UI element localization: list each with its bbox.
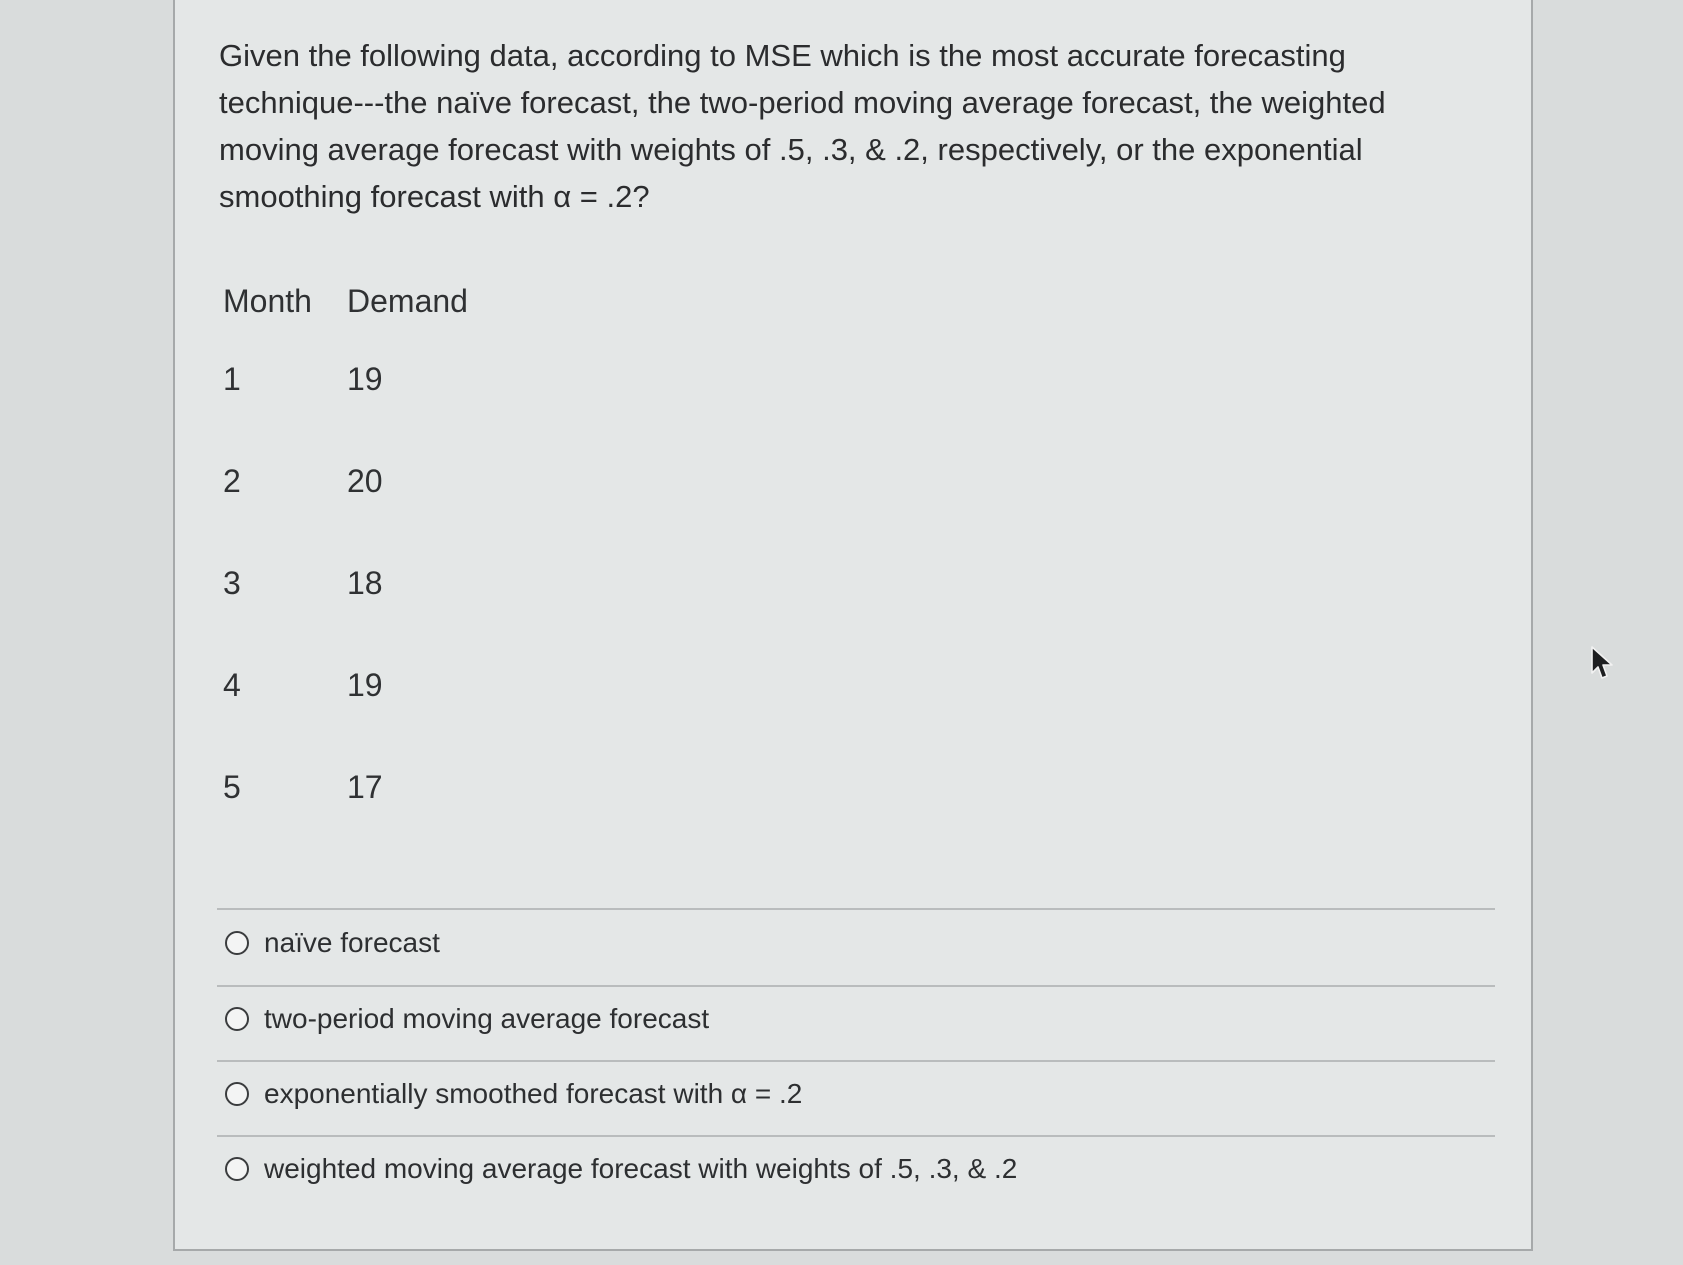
option-weighted-moving-average[interactable] xyxy=(225,1149,1017,1189)
table-row xyxy=(223,532,547,634)
option-label[interactable]: exponentially smoothed forecast with α = .2 xyxy=(264,1078,803,1109)
table-row xyxy=(223,430,547,532)
mouse-pointer-icon xyxy=(1590,645,1616,681)
month-cell: 3 xyxy=(223,564,241,601)
option-label[interactable]: naïve forecast xyxy=(264,927,440,958)
option-naive-forecast[interactable] xyxy=(225,923,440,963)
demand-cell: 19 xyxy=(347,360,383,397)
option-two-period-moving-average[interactable] xyxy=(225,999,709,1039)
demand-cell: 20 xyxy=(347,462,383,499)
table-row xyxy=(223,328,547,430)
table-row xyxy=(223,634,547,736)
demand-cell: 17 xyxy=(347,768,383,805)
option-label[interactable]: weighted moving average forecast with weights of .5, .3, & .2 xyxy=(264,1153,1018,1184)
question-text: Given the following data, according to MSE which is the most accurate forecasting technique---the naïve forecast, the two-period moving average forecast, the weighted moving average forecast with weights of .5, .3, & .2, respectively, or the exponential smoothing forecast with α = .2? xyxy=(219,38,1386,214)
demand-cell: 19 xyxy=(347,666,383,703)
question-card xyxy=(173,0,1533,1251)
column-header-demand: Demand xyxy=(347,282,468,319)
option-label[interactable]: two-period moving average forecast xyxy=(264,1003,710,1034)
option-divider xyxy=(217,985,1495,987)
month-cell: 2 xyxy=(223,462,241,499)
column-header-month: Month xyxy=(223,282,312,319)
option-divider xyxy=(217,1060,1495,1062)
radio-unchecked-icon[interactable] xyxy=(225,931,249,955)
table-row xyxy=(223,736,547,838)
month-cell: 1 xyxy=(223,360,241,397)
month-cell: 5 xyxy=(223,768,241,805)
option-exponential-smoothing[interactable] xyxy=(225,1074,802,1114)
month-cell: 4 xyxy=(223,666,241,703)
table-header-row xyxy=(223,274,547,328)
option-divider xyxy=(217,908,1495,910)
demand-cell: 18 xyxy=(347,564,383,601)
radio-unchecked-icon[interactable] xyxy=(225,1157,249,1181)
radio-unchecked-icon[interactable] xyxy=(225,1007,249,1031)
radio-unchecked-icon[interactable] xyxy=(225,1082,249,1106)
demand-table xyxy=(223,274,547,838)
option-divider xyxy=(217,1135,1495,1137)
